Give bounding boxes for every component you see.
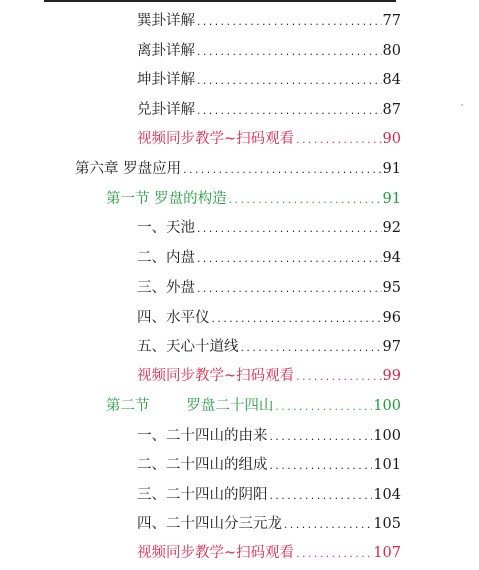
toc-entry-page: 105 [373,516,401,532]
toc-entry-title: 视频同步教学~扫码观看 [137,131,295,147]
toc-entry-title: 三、二十四山的阴阳 [137,487,268,503]
toc-section-entry [106,396,401,418]
toc-entry-page: 91 [382,161,401,177]
dot-leader [295,368,381,388]
toc-entry-title: 五、天心十道线 [137,339,239,355]
toc-entry-title: 一、二十四山的由来 [137,428,268,444]
dot-leader [274,398,372,418]
toc-entry-page: 95 [382,280,401,296]
toc-entry-page: 77 [382,13,401,29]
dot-leader [196,43,382,63]
toc-entry [137,455,401,477]
toc-entry [137,485,401,507]
toc-entry-page: 107 [373,545,401,561]
toc-entry-title: 离卦详解 [137,43,195,59]
toc-entry-page: 87 [382,102,401,118]
toc-entry [137,248,401,270]
dot-leader [269,457,373,477]
toc-entry-title: 四、水平仪 [137,310,210,326]
dot-leader [196,102,382,122]
toc-entry-title: 巽卦详解 [137,13,195,29]
toc-entry-video-link[interactable] [137,366,401,388]
toc-entry-title: 一、天池 [137,220,195,236]
toc-chapter-entry [75,159,401,181]
toc-entry [137,337,401,359]
toc-entry-page: 99 [382,368,401,384]
toc-entry-page: 100 [373,428,401,444]
toc-entry-title: 三、外盘 [137,280,195,296]
toc-entry-video-link[interactable] [137,543,401,565]
toc-entry-title: 四、二十四山分三元龙 [137,516,282,532]
toc-entry [137,41,401,63]
toc-entry-page: 92 [382,220,401,236]
toc-entry [137,426,401,448]
toc-entry [137,308,401,330]
dot-leader [295,131,381,151]
toc-entry-title: 二、二十四山的组成 [137,457,268,473]
toc-entry [137,70,401,92]
toc-entry-page: 80 [382,43,401,59]
toc-entry-page: 104 [373,487,401,503]
dot-leader [228,191,382,211]
toc-entry-title: 视频同步教学~扫码观看 [137,368,295,384]
toc-entry-title: 二、内盘 [137,250,195,266]
dot-leader [269,487,373,507]
toc-entry-title: 第一节 罗盘的构造 [106,191,227,207]
toc-entry-page: 90 [382,131,401,147]
toc-entry-title: 视频同步教学~扫码观看 [137,545,295,561]
dot-leader [196,72,382,92]
toc-entry-title: 第二节 罗盘二十四山 [106,398,274,414]
toc-entry [137,218,401,240]
toc-entry-page: 97 [382,339,401,355]
dot-leader [269,428,373,448]
toc-entry-title: 坤卦详解 [137,72,195,88]
dot-leader [182,161,381,181]
scan-speck [461,104,463,106]
toc-entry [137,514,401,536]
dot-leader [196,250,382,270]
dot-leader [211,310,382,330]
dot-leader [196,13,382,33]
toc-entry-page: 100 [373,398,401,414]
toc-entry-video-link[interactable] [137,129,401,151]
toc-entry-page: 84 [382,72,401,88]
dot-leader [283,516,372,536]
toc-entry-title: 兑卦详解 [137,102,195,118]
toc-entry-page: 91 [382,191,401,207]
toc-entry-page: 94 [382,250,401,266]
dot-leader [196,220,382,240]
toc-entry-title: 第六章 罗盘应用 [75,161,182,177]
dot-leader [295,545,372,565]
toc-entry-page: 96 [382,310,401,326]
toc-entry [137,100,401,122]
dot-leader [240,339,382,359]
toc-entry-page: 101 [373,457,401,473]
toc-entry [137,278,401,300]
toc-entry [137,11,401,33]
dot-leader [196,280,382,300]
toc-section-entry [106,189,401,211]
